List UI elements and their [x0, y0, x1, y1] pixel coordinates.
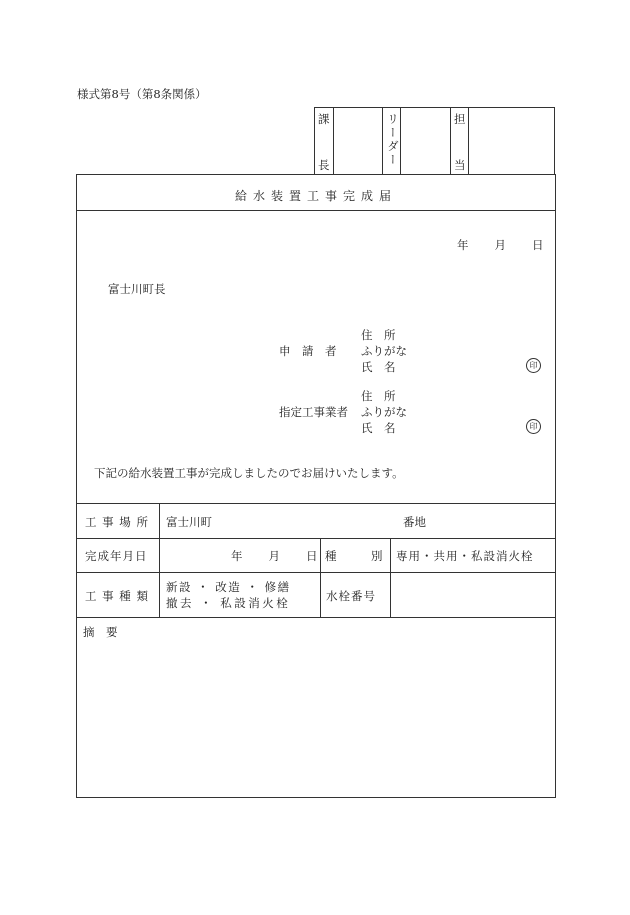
work-type-line2: 撤去 ・ 私設消火栓 — [166, 596, 291, 610]
site-town: 富士川町 — [166, 515, 212, 529]
applicant-name-label: 氏 名 — [361, 360, 396, 374]
form-frame — [76, 174, 556, 798]
completion-date-label: 完成年月日 — [85, 549, 148, 563]
form-number: 様式第8号（第8条関係） — [77, 87, 207, 101]
form-title: 給水装置工事完成届 — [234, 189, 397, 203]
site-label: 工 事 場 所 — [85, 515, 149, 529]
type-value: 専用・共用・私設消火栓 — [396, 549, 534, 563]
work-type-line1: 新設 ・ 改造 ・ 修繕 — [166, 580, 291, 594]
approval-leader: リーダー — [386, 113, 400, 167]
submission-date: 年 月 日 — [457, 238, 545, 252]
contractor-address-label: 住 所 — [361, 389, 396, 403]
applicant-address-label: 住 所 — [361, 328, 396, 342]
applicant-seal-mark: 印 — [526, 358, 541, 373]
contractor-seal-mark: 印 — [526, 419, 541, 434]
applicant-furigana-label: ふりがな — [361, 344, 407, 358]
contractor-role: 指定工事業者 — [279, 405, 348, 419]
approval-stamp-box — [314, 107, 555, 174]
approval-staff: 担 当 — [454, 112, 466, 172]
applicant-role: 申 請 者 — [279, 344, 337, 358]
completion-statement: 下記の給水装置工事が完成しましたのでお届けいたします。 — [94, 466, 404, 480]
completion-date-value: 年 月 日 — [231, 549, 319, 563]
contractor-furigana-label: ふりがな — [361, 405, 407, 419]
type-label: 種 別 — [325, 549, 383, 563]
site-banchi: 番地 — [403, 515, 426, 529]
approval-chief: 課 長 — [318, 112, 330, 172]
summary-label: 摘 要 — [83, 625, 118, 639]
addressee: 富士川町長 — [108, 282, 166, 296]
contractor-name-label: 氏 名 — [361, 421, 396, 435]
work-type-label: 工 事 種 類 — [85, 589, 149, 603]
hydrant-number-label: 水栓番号 — [326, 589, 376, 603]
